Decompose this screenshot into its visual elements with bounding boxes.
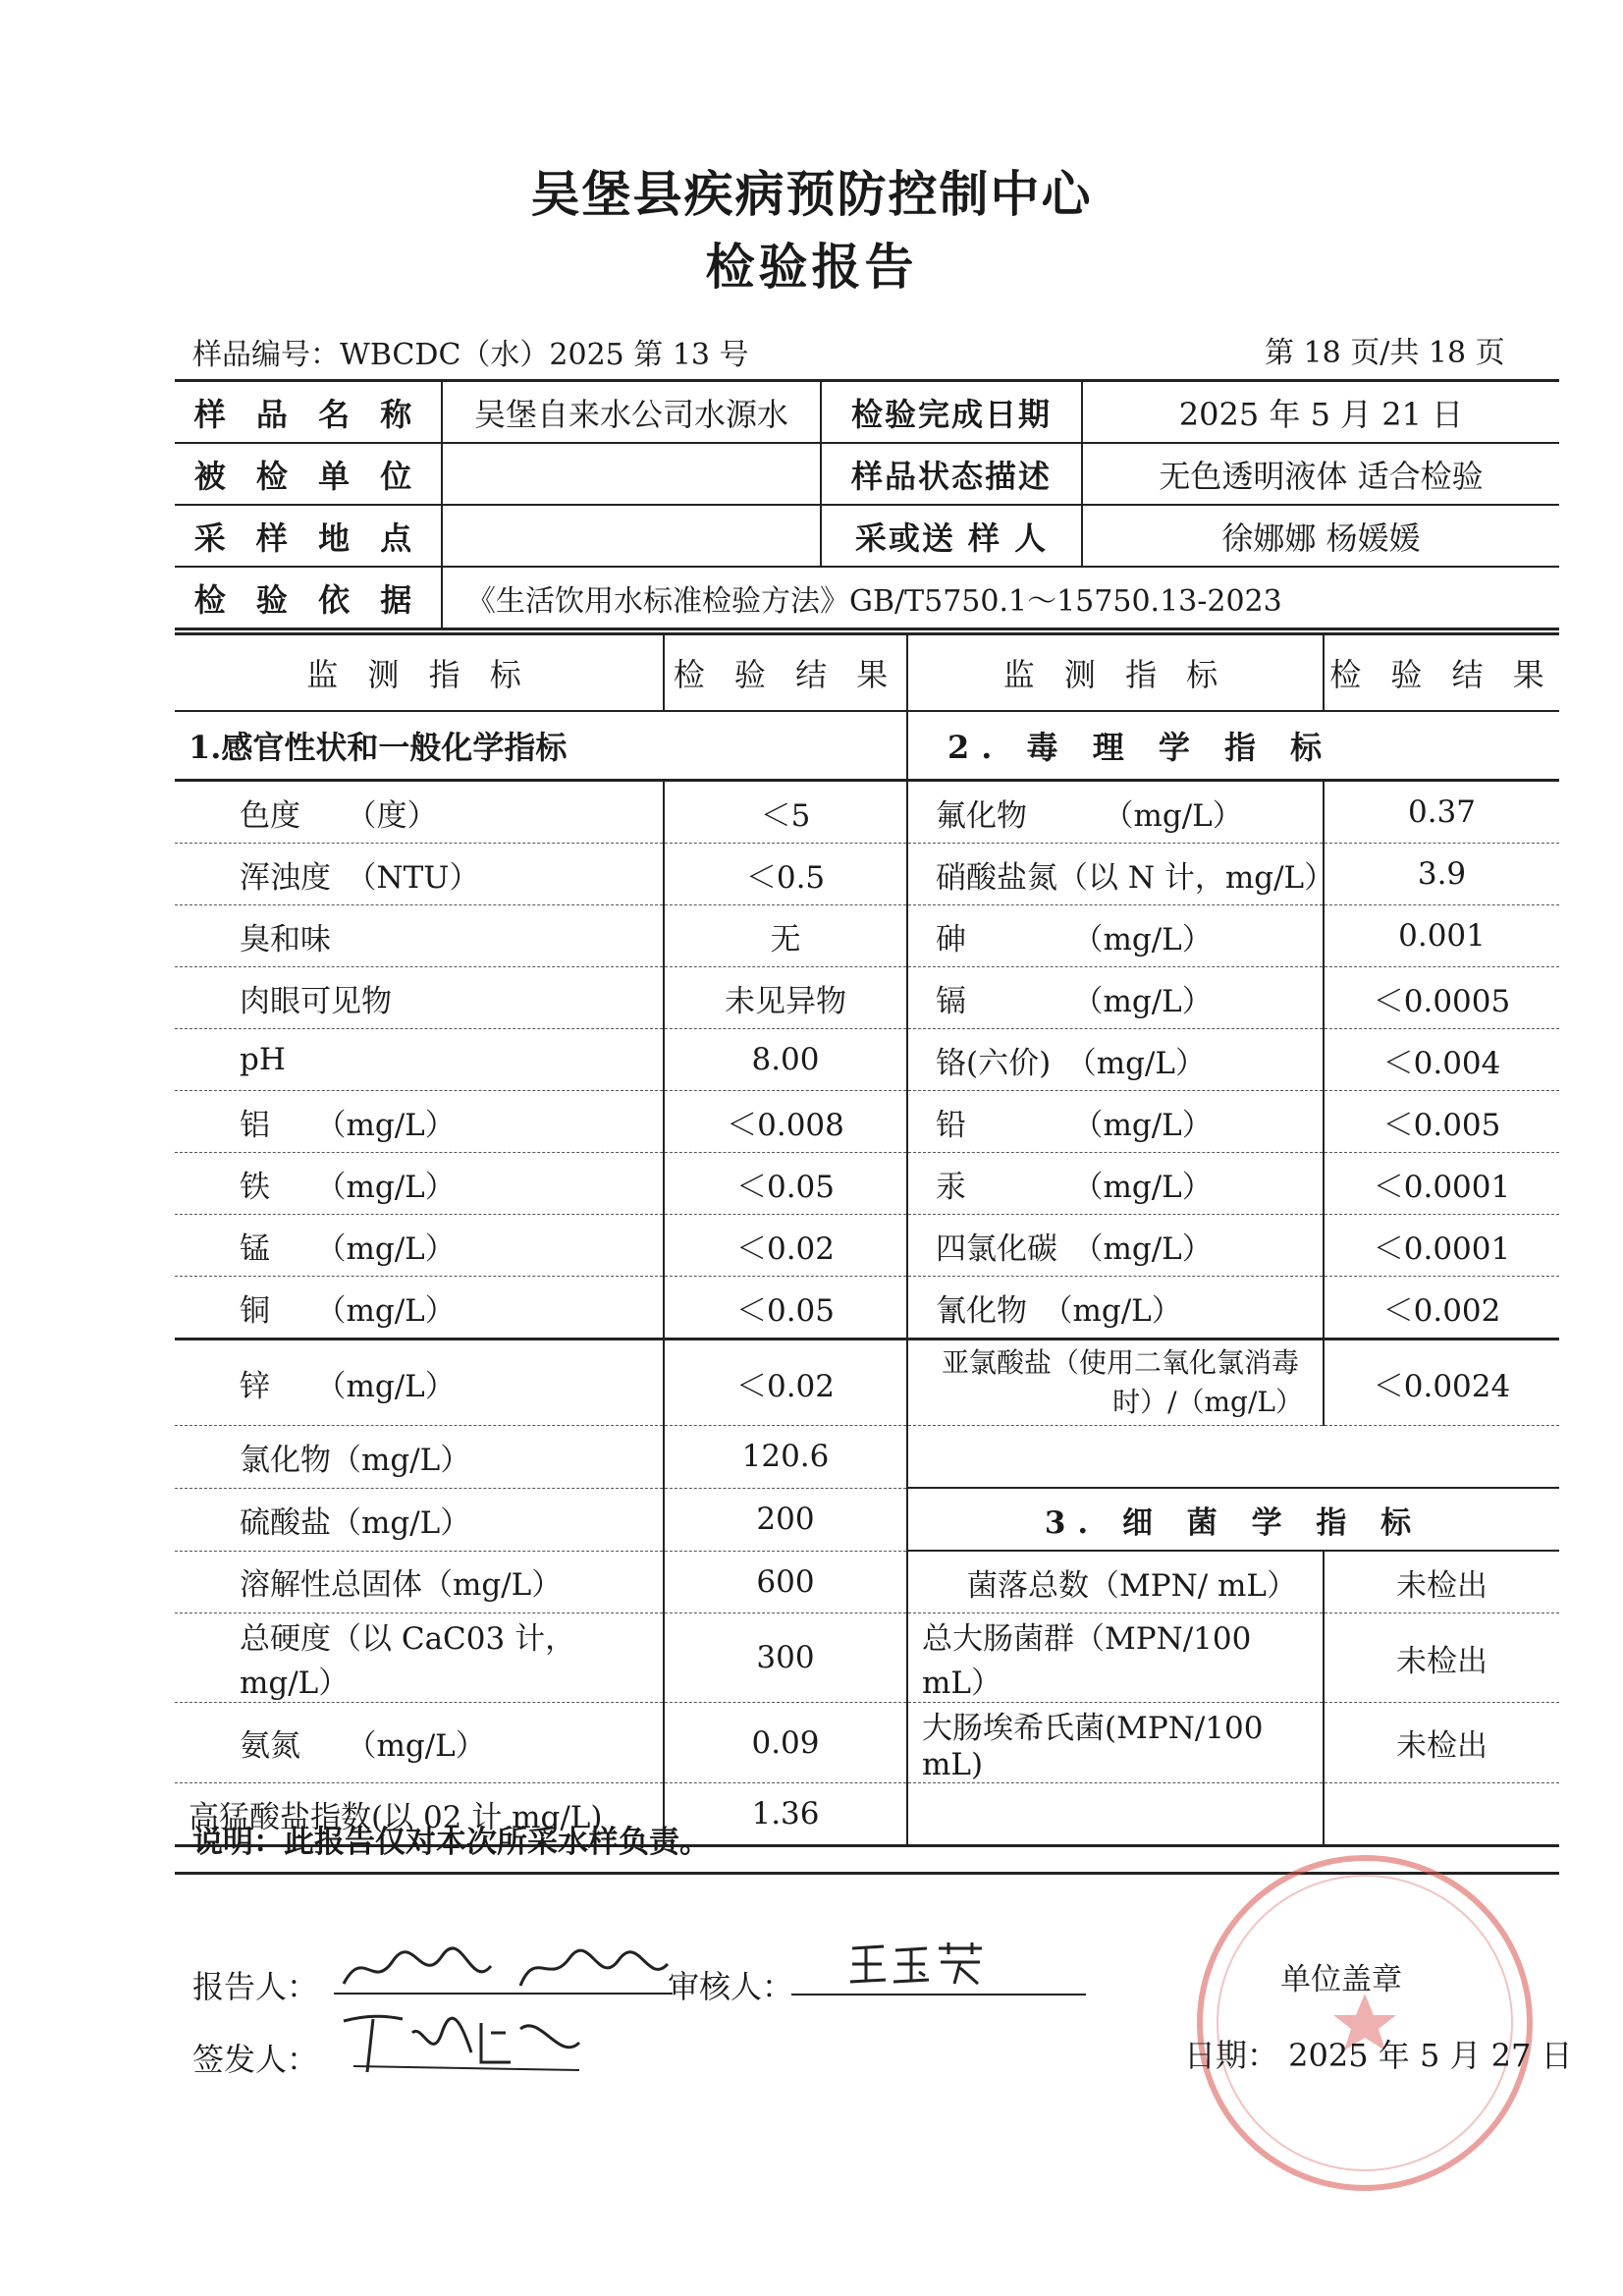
reporter-signature [334,1937,677,2005]
nitrite-line-1: 亚氯酸盐（使用二氧化氯消毒 [941,1346,1299,1379]
table-row [175,1091,1559,1153]
info-row [175,381,1559,444]
sample-name-value: 吴堡自来水公司水源水 [442,381,821,444]
indicator-result-2: 0.001 [1324,905,1559,967]
indicator-name-2: 汞 （mg/L） [907,1153,1324,1215]
indicator-result: 300 [664,1613,907,1703]
col-result-header: 检 验 结 果 [664,634,907,712]
table-row [175,1551,1559,1613]
indicator-name: 氨氮 （mg/L） [175,1703,664,1783]
indicator-name: 浑浊度 （NTU） [175,844,664,905]
official-seal [1188,1846,1542,2200]
indicator-name-2: 总大肠菌群（MPN/100 mL） [907,1613,1324,1703]
indicator-name-2 [907,1339,1324,1426]
location-label: 采 样 地 点 [175,505,442,567]
table-row [175,781,1559,844]
indicator-result: 无 [664,905,907,967]
issue-date: 日期： 2025 年 5 月 27 日 [1184,2037,1573,2074]
table-row [175,844,1559,905]
reporter-label: 报告人： [192,1968,319,2005]
indicator-name: 氯化物（mg/L） [175,1426,664,1489]
table-row [175,1488,1559,1551]
indicator-result: ＜0.02 [664,1215,907,1277]
empty-cell [1324,1783,1559,1846]
indicator-result-2: ＜0.0001 [1324,1153,1559,1215]
indicator-result-2: ＜0.0001 [1324,1215,1559,1277]
indicator-name: 总硬度（以 CaC03 计，mg/L） [175,1613,664,1703]
indicator-name-2: 镉 （mg/L） [907,967,1324,1029]
basis-label: 检 验 依 据 [175,567,442,629]
indicator-result: ＜0.05 [664,1153,907,1215]
indicator-name-2: 铅 （mg/L） [907,1091,1324,1153]
state-value: 无色透明液体 适合检验 [1082,443,1559,505]
indicator-name: 铝 （mg/L） [175,1091,664,1153]
indicator-name-2: 铬(六价) （mg/L） [907,1029,1324,1091]
table-row [175,1703,1559,1783]
indicator-result-2: ＜0.004 [1324,1029,1559,1091]
indicator-result: 8.00 [664,1029,907,1091]
indicator-result-2: ＜0.0005 [1324,967,1559,1029]
info-row [175,443,1559,505]
reviewer-label: 审核人： [668,1968,794,2005]
indicator-name: 铁 （mg/L） [175,1153,664,1215]
indicator-name-2: 硝酸盐氮（以 N 计，mg/L） [907,844,1324,905]
indicator-result: 120.6 [664,1426,907,1489]
indicator-name: 色度 （度） [175,781,664,844]
table-header-row [175,634,1559,712]
seal-label: 单位盖章 [1280,1962,1402,1997]
results-rows [175,781,1559,1339]
inspected-unit-value [442,443,821,505]
indicator-result-2: ＜0.005 [1324,1091,1559,1153]
empty-cell [907,1426,1559,1489]
sampler-label: 采或送 样 人 [821,505,1082,567]
issuer-signature [334,2003,589,2082]
indicator-name: 肉眼可见物 [175,967,664,1029]
indicator-result: ＜0.02 [664,1339,907,1426]
sample-info-table [175,379,1559,630]
table-row [175,1215,1559,1277]
indicator-result: 600 [664,1551,907,1613]
table-row [175,967,1559,1029]
state-label: 样品状态描述 [821,443,1082,505]
finish-date-value: 2025 年 5 月 21 日 [1082,381,1559,444]
section-1-title: 1.感官性状和一般化学指标 [175,711,907,781]
col-indicator-header-2: 监 测 指 标 [907,634,1324,712]
table-row [175,1277,1559,1339]
indicator-name-2: 大肠埃希氏菌(MPN/100 mL) [907,1703,1324,1783]
info-row [175,567,1559,629]
indicator-name: 硫酸盐（mg/L） [175,1488,664,1551]
report-note: 说明：此报告仅对本次所采水样负责。 [192,1825,710,1860]
indicator-name-2: 砷 （mg/L） [907,905,1324,967]
indicator-result: 0.09 [664,1703,907,1783]
nitrite-line-2: 时）/（mg/L） [1112,1386,1303,1418]
section-3-title: 3. 细 菌 学 指 标 [907,1488,1559,1551]
sample-name-label: 样 品 名 称 [175,381,442,444]
reviewer-signature [844,1935,992,1997]
indicator-result: ＜0.5 [664,844,907,905]
section-2-title: 2. 毒 理 学 指 标 [907,711,1559,781]
indicator-name: 锌 （mg/L） [175,1339,664,1426]
indicator-result-2: ＜0.0024 [1324,1339,1559,1426]
table-row [175,905,1559,967]
indicator-name: 锰 （mg/L） [175,1215,664,1277]
indicator-result-2: 未检出 [1324,1703,1559,1783]
col-indicator-header: 监 测 指 标 [175,634,664,712]
indicator-result: ＜0.05 [664,1277,907,1339]
indicator-result: 未见异物 [664,967,907,1029]
indicator-result-2: 未检出 [1324,1613,1559,1703]
indicator-name-2: 菌落总数（MPN/ mL） [907,1551,1324,1613]
indicator-result: 200 [664,1488,907,1551]
indicator-result: 1.36 [664,1783,907,1846]
indicator-name-2: 氰化物 （mg/L） [907,1277,1324,1339]
indicator-result-2: 3.9 [1324,844,1559,905]
issuer-label: 签发人： [192,2041,319,2078]
page-info: 第 18 页/共 18 页 [1265,336,1505,370]
table-row [175,1613,1559,1703]
indicator-name-2: 四氯化碳 （mg/L） [907,1215,1324,1277]
info-row [175,505,1559,567]
indicator-result-2: 未检出 [1324,1551,1559,1613]
results-table [175,632,1559,1847]
org-name: 吴堡县疾病预防控制中心 [530,165,1093,223]
inspected-unit-label: 被 检 单 位 [175,443,442,505]
indicator-name: 铜 （mg/L） [175,1277,664,1339]
indicator-result-2: ＜0.002 [1324,1277,1559,1339]
col-result-header-2: 检 验 结 果 [1324,634,1559,712]
indicator-name: pH [175,1029,664,1091]
indicator-result: ＜5 [664,781,907,844]
indicator-name-2: 氟化物 （mg/L） [907,781,1324,844]
finish-date-label: 检验完成日期 [821,381,1082,444]
table-row [175,1153,1559,1215]
indicator-result: ＜0.008 [664,1091,907,1153]
sampler-value: 徐娜娜 杨媛媛 [1082,505,1559,567]
table-row [175,1426,1559,1489]
section-row [175,711,1559,781]
location-value [442,505,821,567]
empty-cell [907,1783,1324,1846]
indicator-result-2: 0.37 [1324,781,1559,844]
table-row [175,1339,1559,1426]
indicator-name: 臭和味 [175,905,664,967]
sample-number: 样品编号：WBCDC（水）2025 第 13 号 [192,338,749,372]
table-row [175,1029,1559,1091]
report-title: 检验报告 [705,238,918,296]
indicator-name: 高猛酸盐指数(以 02 计 mg/L) [175,1783,664,1846]
basis-value: 《生活饮用水标准检验方法》GB/T5750.1～15750.13-2023 [442,567,1559,629]
indicator-name: 溶解性总固体（mg/L） [175,1551,664,1613]
